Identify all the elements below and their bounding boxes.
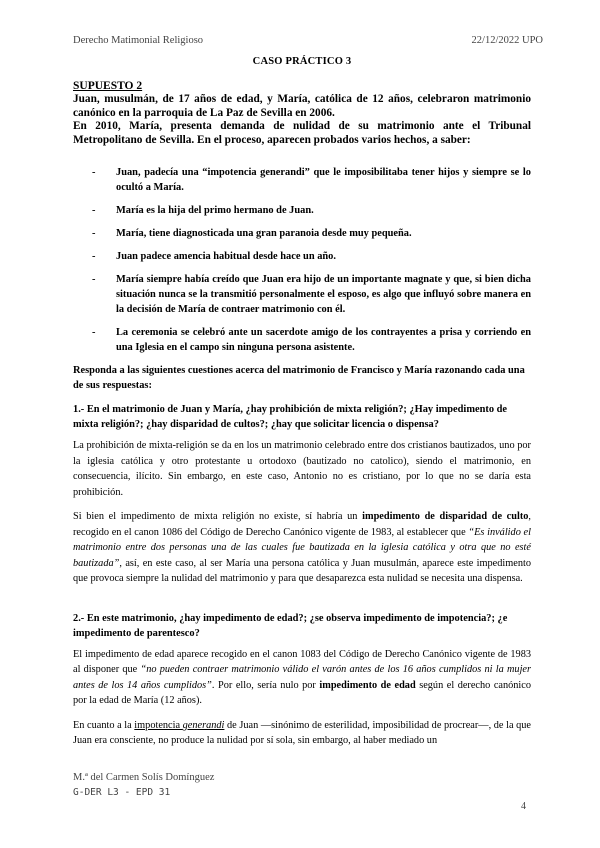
page-body: [73, 56, 531, 758]
page-title: CASO PRÁCTICO 3: [252, 56, 352, 67]
list-item: - Juan padece amencia habitual desde hace un año.: [92, 251, 336, 262]
question-2: 2.- En este matrimonio, ¿hay impedimento de edad?; ¿se observa impedimento de impotencia?; ¿e impedimento de parentesco?: [73, 612, 508, 639]
list-item: - La ceremonia se celebró ante un sacerdote amigo de los contrayentes a prisa y corriendo en una Iglesia en el campo sin ninguna persona asistente.: [92, 327, 531, 353]
answer-2-paragraph-2: En cuanto a la impotencia generandi de Juan —sinónimo de esterilidad, imposibilidad de procrear—, de la que Juan era consciente, no produce la nulidad por sí sola, sin embargo, al haber mediado un: [73, 719, 531, 746]
answer-1-paragraph-1: La prohibición de mixta-religión se da en los un matrimonio celebrado entre dos cristianos bautizados, uno por la iglesia católica y otro protestante u ortodoxo (bautizado no catolico), siendo el matrimonio, en consecuencia, ilícito. Sin embargo, en este caso, Antonio no es cristiano, por lo que no se daría esta prohibición.: [73, 440, 531, 498]
page-number: 4: [521, 801, 526, 812]
intro-paragraph-2: En 2010, María, presenta demanda de nulidad de su matrimonio ante el Tribunal Metropolitano de Sevilla. En el proceso, aparecen probados varios hechos, a saber:: [73, 120, 531, 146]
answer-1-paragraph-2: Si bien el impedimento de mixta religión no existe, sí habría un impedimento de disparidad de culto, recogido en el canon 1086 del Código de Derecho Canónico vigente de 1983, al establecer que “Es inválido el matrimonio entre dos personas una de las cuales fue bautizada en la iglesia católica y otra que no esté bautizada”, así, en este caso, al ser María una persona católica y Juan musulmán, aparece este impedimento que provoca siempre la nulidad del matrimonio y para que desaparezca esta nulidad se necesita una dispensa.: [73, 511, 531, 584]
list-item: - Juan, padecía una “impotencia generandi” que le imposibilitaba tener hijos y siempre se lo ocultó a María.: [92, 167, 531, 193]
instructions: Responda a las siguientes cuestiones acerca del matrimonio de Francisco y María razonando cada una de sus respuestas:: [73, 365, 525, 391]
list-item: - María, tiene diagnosticada una gran paranoia desde muy pequeña.: [92, 228, 412, 239]
list-item: - María siempre había creído que Juan era hijo de un importante magnate y que, si bien dicha situación nunca se la transmitió personalmente el esposo, es algo que influyó sobre manera en la decisión de María de contraer matrimonio con él.: [92, 274, 531, 315]
footer-group: G-DER L3 - EPD 31: [73, 787, 171, 798]
question-1: 1.- En el matrimonio de Juan y María, ¿hay prohibición de mixta religión?; ¿Hay impedimento de mixta religión?; ¿hay disparidad de cultos?; ¿hay que solicitar licencia o dispensa?: [73, 404, 508, 430]
footer-author: M.ª del Carmen Solís Domínguez: [73, 772, 215, 783]
header-date: 22/12/2022 UPO: [471, 35, 543, 46]
facts-list: [73, 165, 531, 355]
intro-paragraph-1: Juan, musulmán, de 17 años de edad, y María, católica de 12 años, celebraron matrimonio canónico en la parroquia de La Paz de Sevilla en 2006.: [73, 93, 531, 119]
list-item: - María es la hija del primo hermano de Juan.: [92, 205, 314, 216]
header-course: Derecho Matimonial Religioso: [73, 35, 204, 46]
answer-2-paragraph-1: El impedimento de edad aparece recogido en el canon 1083 del Código de Derecho Canónico vigente de 1983 al disponer que “no pueden contraer matrimonio válido el varón antes de los 16 años cumplidos ni la mujer antes de los 14 años cumplidos”. Por ello, sería nulo por impedimento de edad según el derecho canónico por la edad de María (12 años).: [73, 648, 532, 706]
supuesto-heading: SUPUESTO 2: [73, 80, 143, 92]
